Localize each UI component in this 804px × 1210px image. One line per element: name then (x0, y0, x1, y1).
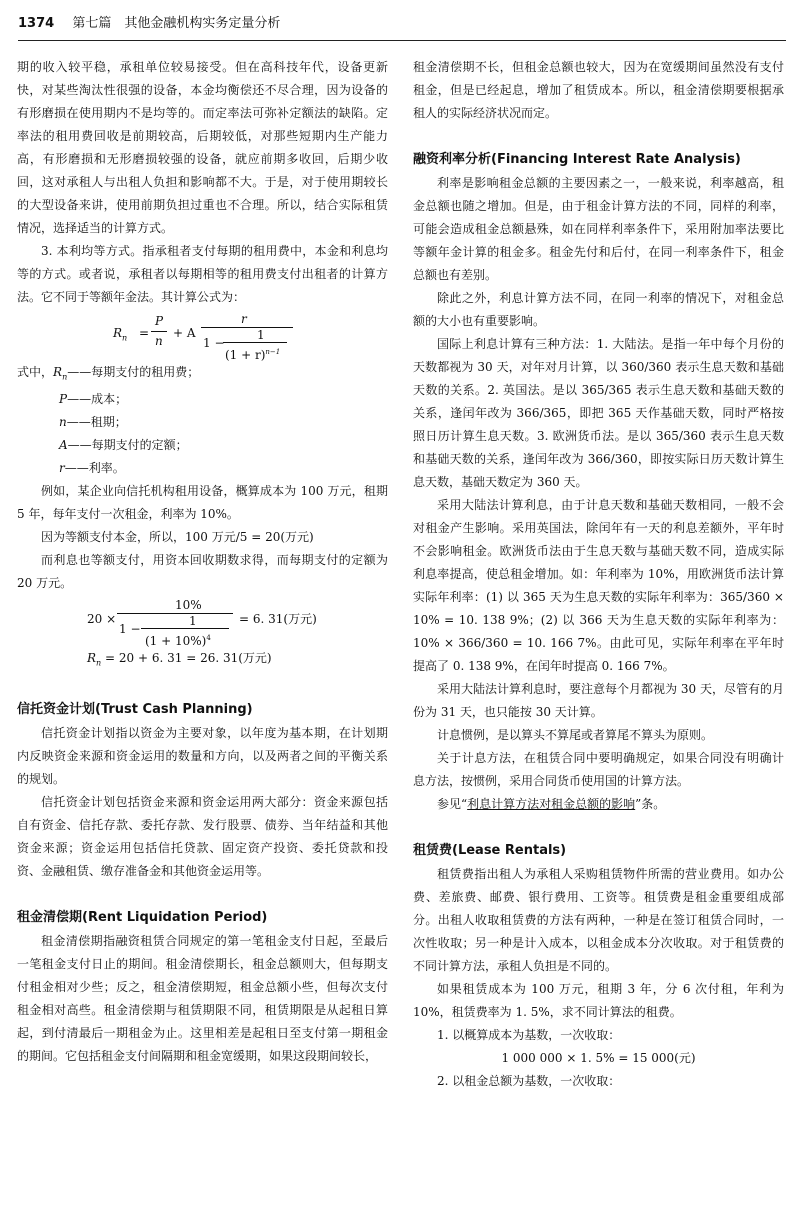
paragraph: 租赁费指出租人为承租人采购租赁物件所需的营业费用。如办公费、差旅费、邮费、银行费用、工资等。租赁费是租金重要组成部分。出租人收取租赁费的方法有两种，一种是在签订租赁合同时，一次性收取；另一种是计入成本，以租金成本分次收取。对于租赁费的不同计算方法，承租人负担是不同的。 (413, 867, 784, 973)
list-item: 2. 以租金总额为基数，一次收取： (437, 1074, 621, 1088)
fraction-line (141, 628, 229, 629)
entry-heading: 租金清偿期(Rent Liquidation Period) (17, 909, 268, 925)
formula-plus-a: + A (173, 326, 196, 340)
paragraph: 租金清偿期不长，但租金总额也较大，因为在宽缓期间虽然没有支付租金，但是已经起息，增加了租赁成本。所以，租金清偿期要根据承租人的实际经济状况而定。 (413, 60, 784, 120)
spacer (413, 125, 784, 148)
cross-reference-link[interactable]: 利息计算方法对租金总额的影响 (467, 797, 636, 811)
formula-n: n (155, 334, 163, 348)
fraction-line (223, 342, 287, 343)
paragraph: 3. 本利均等方式。指承租者支付每期的租用费中，本金和利息均等的方式。或者说，承租者以每期相等的租用费支付出租者的计算方法。它不同于等额年金法。其计算公式为： (17, 244, 388, 304)
calculation: 1 000 000 × 1. 5% = 15 000(元) (501, 1051, 696, 1065)
formula-den: $(1 + 10\%)^4$ (145, 634, 211, 649)
list-item: 1. 以概算成本为基数，一次收取： (437, 1028, 621, 1042)
formula-result: = 6. 31(万元) (239, 612, 317, 627)
formula-p: P (155, 314, 164, 328)
paragraph: 除此之外，利息计算方法不同，在同一利率的情况下，对租金总额的大小也有重要影响。 (413, 291, 784, 328)
formula-one-minus: 1 − (203, 336, 225, 350)
formula-r: r (241, 312, 247, 326)
spacer (17, 675, 388, 698)
fraction-line (201, 327, 293, 328)
formula-num: 10% (175, 598, 202, 613)
right-column (413, 56, 784, 1093)
paragraph: 如果租赁成本为 100 万元，租期 3 年，分 6 次付租，年利为 10%，租赁费率为 1. 5%，求不同计算法的租费。 (413, 982, 784, 1019)
formula-lead: 20 × (87, 612, 117, 627)
definition: r——利率。 (59, 461, 125, 476)
spacer (413, 816, 784, 839)
paragraph: 采用大陆法计算利息时，要注意每个月都视为 30 天，尽管有的月份为 31 天，也只能按 30 天计算。 (413, 682, 784, 719)
paragraph: 租金清偿期指融资租赁合同规定的第一笔租金支付日起，至最后一笔租金支付日止的期间。租金清偿期长，租金总额则大，但每期支付租金相对少些；反之，租金清偿期短，租金总额小些，但每次支付租金相对高些。租金清偿期与租赁期限不同，租赁期限是从起租日算起，到付清最后一期租金为止。这里相差是起租日至支付第一期租金的期间。它包括租金支付间隔期和租金宽缓期，如果这段期间较长， (17, 933, 388, 1063)
paragraph: 关于计息方法，在租赁合同中要明确规定，如果合同没有明确计息方法，按惯例，采用合同货币使用国的计算方法。 (413, 751, 784, 788)
header-divider (18, 40, 786, 41)
formula-one: 1 (257, 328, 265, 342)
entry-heading: 融资利率分析(Financing Interest Rate Analysis) (413, 152, 741, 167)
entry-heading: 信托资金计划(Trust Cash Planning) (17, 701, 253, 717)
paragraph: 信托资金计划指以资金为主要对象，以年度为基本期，在计划期内反映资金来源和资金运用的数量和方向，以及两者之间的平衡关系的规划。 (17, 725, 388, 786)
running-header (18, 14, 786, 40)
paragraph: 采用大陆法计算利息，由于计息天数和基础天数相同，一般不会对租金产生影响。采用英国法，除闰年有一天的利息差额外，平年时不会影响租金。欧洲货币法由于生息天数与基础天数不同，造成实际利息率提高，使总租金增加。如：年利率为 10%，用欧洲货币法计算实际年利率：(1) 以 365 天为生息天数的实际年利率为：365/360 × 10% = 10. 138 9%；(2) 以 366 天为生息天数的实际年利率为：10% × 366/360 = 10. 166 7%。由此可见，实际年利率在平年时提高了 0. 138 9%，在闰年时提高 0. 166 7%。 (413, 498, 784, 673)
page-number: 1374 (18, 16, 55, 31)
fraction-line (151, 331, 167, 332)
section-title: 第七篇 其他金融机构实务定量分析 (72, 16, 281, 31)
paragraph: 利率是影响租金总额的主要因素之一，一般来说，利率越高，租金总额也随之增加。但是，由于租金计算方法的不同，同样的利率，可能会造成租金总额悬殊，如在同样利率条件下，采用附加率法要比等额年金计算的租金多。租金先付和后付，在同一利率条件下，租金总额也有差别。 (413, 176, 784, 282)
formula-rn: $R_n$ (113, 326, 128, 343)
formula-total: $R_n = 20 + 6$. 31 = 26. 31(万元) (87, 651, 272, 668)
formula-rent (17, 309, 388, 361)
formula-eq: = (139, 326, 150, 340)
definition: P——成本； (59, 392, 128, 407)
formula-one: 1 (189, 614, 197, 629)
left-column (17, 56, 388, 1068)
paragraph: 而利息也等额支付，用资本回收期数求得，而每期支付的定额为 20 万元。 (17, 553, 388, 591)
formula-den: $(1 + r)^{n-1}$ (225, 348, 281, 362)
see-also: 参见“利息计算方法对租金总额的影响”条。 (437, 797, 666, 811)
formula-one-minus: 1 − (119, 622, 141, 637)
definitions-lead: 式中，$R_n——$每期支付的租用费； (17, 365, 200, 382)
fraction-line (117, 613, 233, 614)
definition: n——租期； (59, 415, 127, 430)
formula-interest (17, 595, 388, 647)
definition: A——每期支付的定额； (59, 438, 188, 453)
paragraph: 例如，某企业向信托机构租用设备，概算成本为 100 万元，租期 5 年，每年支付一次租金，利率为 10%。 (17, 484, 388, 522)
paragraph: 因为等额支付本金，所以，100 万元/5 = 20(万元) (41, 530, 314, 545)
paragraph: 信托资金计划包括资金来源和资金运用两大部分：资金来源包括自有资金、信托存款、委托存款、发行股票、债券、当年结益和其他资金来源；资金运用包括信托贷款、固定资产投资、委托贷款和投资、金融租赁、缴存准备金和其他资金运用等。 (17, 794, 388, 878)
entry-heading: 租赁费(Lease Rentals) (413, 843, 567, 858)
spacer (17, 883, 388, 906)
paragraph: 计息惯例，是以算头不算尾或者算尾不算头为原则。 (437, 728, 714, 742)
paragraph: 期的收入较平稳，承租单位较易接受。但在高科技年代，设备更新快，对某些淘汰性很强的设备，本金均衡偿还不尽合理，因为设备的有形磨损在使用期内不是均等的。而定率法可弥补定额法的缺陷。定率法的租用费回收是前期较高，后期较低，对那些短期内生产能力高，有形磨损和无形磨损较强的设备，就应前期多收回，后期少收回，这对承租人与出租人负担和影响都不大。于是，对于使用期较长的大型设备来讲，使用前期负担过重也不合理。所以，结合实际租赁情况，选择适当的计算方式。 (17, 60, 388, 235)
paragraph: 国际上利息计算有三种方法：1. 大陆法。是指一年中每个月份的天数都视为 30 天，对年对月计算，以 360/360 表示生息天数和基础天数的关系。2. 英国法。是以 365/365 表示生息天数和基础天数的关系，逢闰年改为 366/365，即把 365 天作基础天数，同时严格按照日历计算生息天数。3. 欧洲货币法。是以 365/360 表示生息天数和基础天数的关系，逢闰年改为 366/360，即按实际日历天数计算生息天数，基础天数定为 360 天。 (413, 337, 784, 489)
